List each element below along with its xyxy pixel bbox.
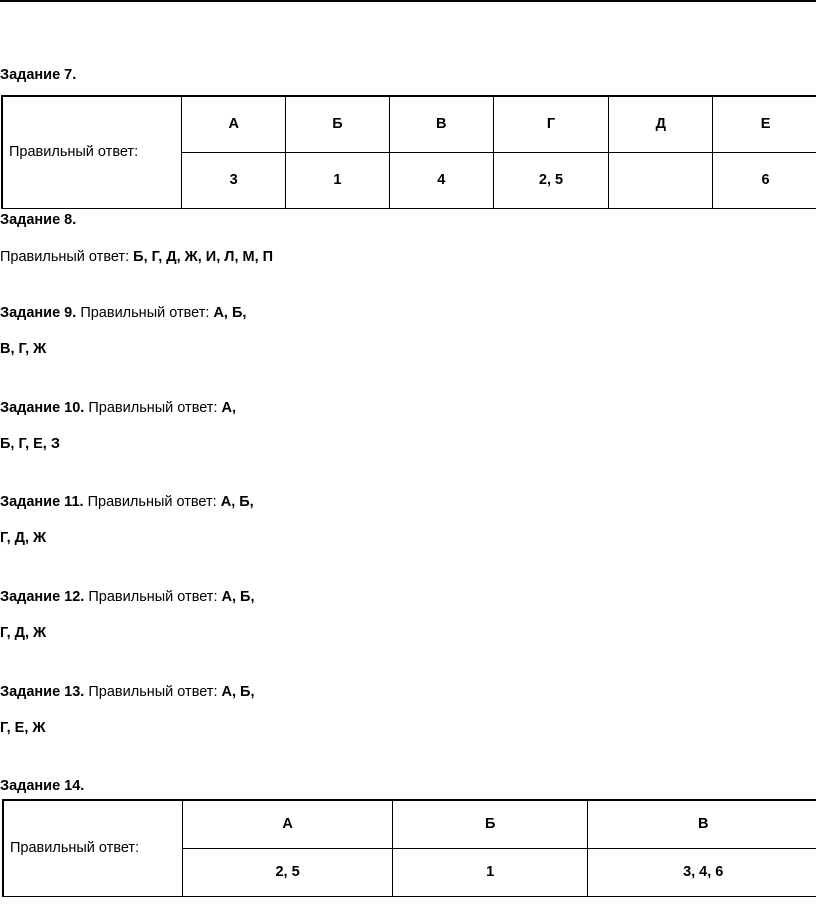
task13-label: Правильный ответ: [88, 684, 218, 700]
task14-header-v: В [588, 800, 816, 848]
task13-line1 [0, 683, 255, 701]
task7-header-g: Г [493, 96, 609, 152]
task7-answer-table [1, 95, 816, 209]
task13-answer-part1: А, Б, [221, 684, 255, 700]
task7-value-e: 6 [713, 152, 816, 208]
task7-value-g: 2, 5 [493, 152, 609, 208]
task10-answer-part1: А, [221, 400, 237, 416]
task11-line1 [0, 493, 254, 511]
task7-header-v: В [389, 96, 493, 152]
task14-header-b: Б [392, 800, 588, 848]
task8-answer: Б, Г, Д, Ж, И, Л, М, П [133, 249, 274, 265]
task9-answer-part2: В, Г, Ж [0, 341, 47, 357]
task13-answer-part2: Г, Е, Ж [0, 720, 46, 736]
task7-value-a: 3 [182, 152, 286, 208]
task14-value-v: 3, 4, 6 [588, 848, 816, 896]
task13-title: Задание 13. [0, 684, 85, 700]
task12-title: Задание 12. [0, 589, 85, 605]
task10-label: Правильный ответ: [88, 400, 218, 416]
task14-header-a: А [183, 800, 393, 848]
task10-title: Задание 10. [0, 400, 85, 416]
task10-line1 [0, 399, 236, 417]
task8-answer-line [0, 248, 273, 266]
task11-title: Задание 11. [0, 494, 84, 510]
task7-header-a: А [182, 96, 286, 152]
task7-header-d: Д [609, 96, 713, 152]
task8-label: Правильный ответ: [0, 249, 130, 265]
task12-answer-part1: А, Б, [221, 589, 255, 605]
task7-title: Задание 7. [0, 67, 77, 83]
task9-line1 [0, 304, 246, 322]
task11-label: Правильный ответ: [87, 494, 217, 510]
task14-value-a: 2, 5 [183, 848, 393, 896]
task7-label: Правильный ответ: [2, 96, 182, 208]
task9-label: Правильный ответ: [80, 305, 210, 321]
task7-header-b: Б [286, 96, 390, 152]
task11-answer-part2: Г, Д, Ж [0, 530, 47, 546]
task10-answer-part2: Б, Г, Е, З [0, 436, 60, 452]
task7-value-b: 1 [286, 152, 390, 208]
task7-header-e: Е [713, 96, 816, 152]
top-rule [0, 0, 816, 2]
task14-value-b: 1 [392, 848, 588, 896]
task7-value-d [609, 152, 713, 208]
task12-label: Правильный ответ: [88, 589, 218, 605]
task11-answer-part1: А, Б, [220, 494, 254, 510]
task12-answer-part2: Г, Д, Ж [0, 625, 47, 641]
task9-answer-part1: А, Б, [213, 305, 247, 321]
task14-label: Правильный ответ: [3, 800, 183, 896]
task8-title: Задание 8. [0, 212, 77, 228]
task7-value-v: 4 [389, 152, 493, 208]
task14-title: Задание 14. [0, 778, 85, 794]
task12-line1 [0, 588, 255, 606]
task14-answer-table [2, 799, 816, 897]
task9-title: Задание 9. [0, 305, 77, 321]
